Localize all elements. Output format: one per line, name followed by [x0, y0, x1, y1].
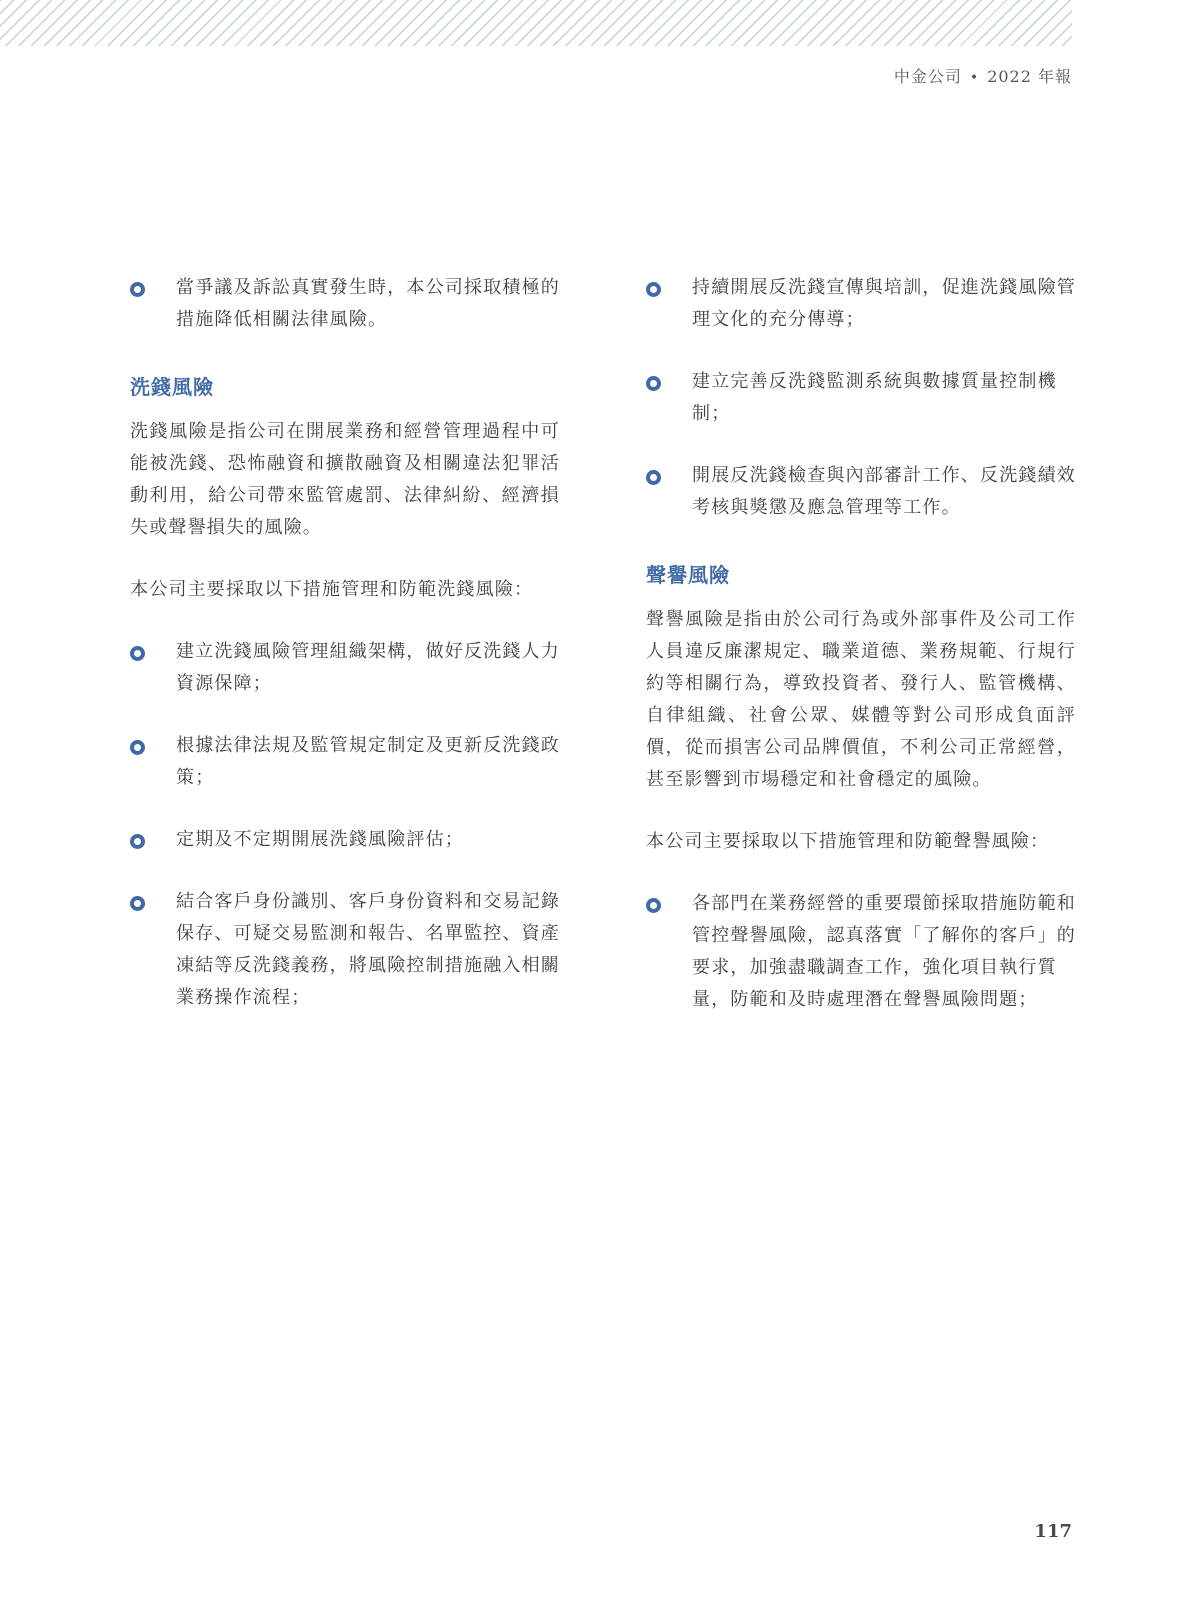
ring-bullet-icon: [130, 896, 145, 911]
money-laundering-measures-intro: 本公司主要採取以下措施管理和防範洗錢風險：: [130, 579, 534, 600]
page-number: 117: [1034, 1521, 1072, 1542]
list-item: 各部門在業務經營的重要環節採取措施防範和管控聲譽風險，認真落實「了解你的客戶」的要求，加強盡職調查工作，強化項目執行質量，防範和及時處理潛在聲譽風險問題；: [646, 888, 1076, 1016]
list-item: 開展反洗錢檢查與內部審計工作、反洗錢績效考核與獎懲及應急管理等工作。: [646, 460, 1076, 524]
reputation-definition: 聲譽風險是指由於公司行為或外部事件及公司工作人員違反廉潔規定、職業道德、業務規範、行規行約等相關行為，導致投資者、發行人、監管機構、自律組織、社會公眾、媒體等對公司形成負面評價，從而損害公司品牌價值，不利公司正常經營，甚至影響到市場穩定和社會穩定的風險。: [646, 609, 1076, 790]
money-laundering-definition: 洗錢風險是指公司在開展業務和經營管理過程中可能被洗錢、恐怖融資和擴散融資及相關違法犯罪活動利用，給公司帶來監管處罰、法律糾紛、經濟損失或聲譽損失的風險。: [130, 421, 560, 538]
header-separator: •: [969, 70, 980, 86]
ring-bullet-icon: [130, 740, 145, 755]
ring-bullet-icon: [646, 376, 661, 391]
ring-bullet-icon: [646, 470, 661, 485]
ring-bullet-icon: [646, 282, 661, 297]
list-item: 結合客戶身份識別、客戶身份資料和交易記錄保存、可疑交易監測和報告、名單監控、資產凍結等反洗錢義務，將風險控制措施融入相關業務操作流程；: [130, 886, 560, 1014]
list-item: 定期及不定期開展洗錢風險評估；: [130, 824, 560, 856]
header-report: 2022 年報: [987, 67, 1072, 86]
running-header: [894, 64, 1072, 87]
list-item: 持續開展反洗錢宣傳與培訓，促進洗錢風險管理文化的充分傳導；: [646, 272, 1076, 336]
list-item: 當爭議及訴訟真實發生時，本公司採取積極的措施降低相關法律風險。: [130, 272, 560, 336]
left-column: [130, 272, 560, 1044]
reputation-measures-intro: 本公司主要採取以下措施管理和防範聲譽風險：: [646, 831, 1050, 852]
ring-bullet-icon: [130, 834, 145, 849]
section-heading-money-laundering: 洗錢風險: [130, 375, 214, 399]
list-item: 建立洗錢風險管理組織架構，做好反洗錢人力資源保障；: [130, 636, 560, 700]
ring-bullet-icon: [646, 898, 661, 913]
ring-bullet-icon: [130, 646, 145, 661]
list-item: 建立完善反洗錢監測系統與數據質量控制機制；: [646, 366, 1076, 430]
section-heading-reputation: 聲譽風險: [646, 563, 730, 587]
ring-bullet-icon: [130, 282, 145, 297]
header-company: 中金公司: [893, 67, 962, 86]
decorative-hatch-band: [0, 0, 1072, 46]
right-column: [646, 272, 1076, 1046]
list-item: 根據法律法規及監管規定制定及更新反洗錢政策；: [130, 730, 560, 794]
